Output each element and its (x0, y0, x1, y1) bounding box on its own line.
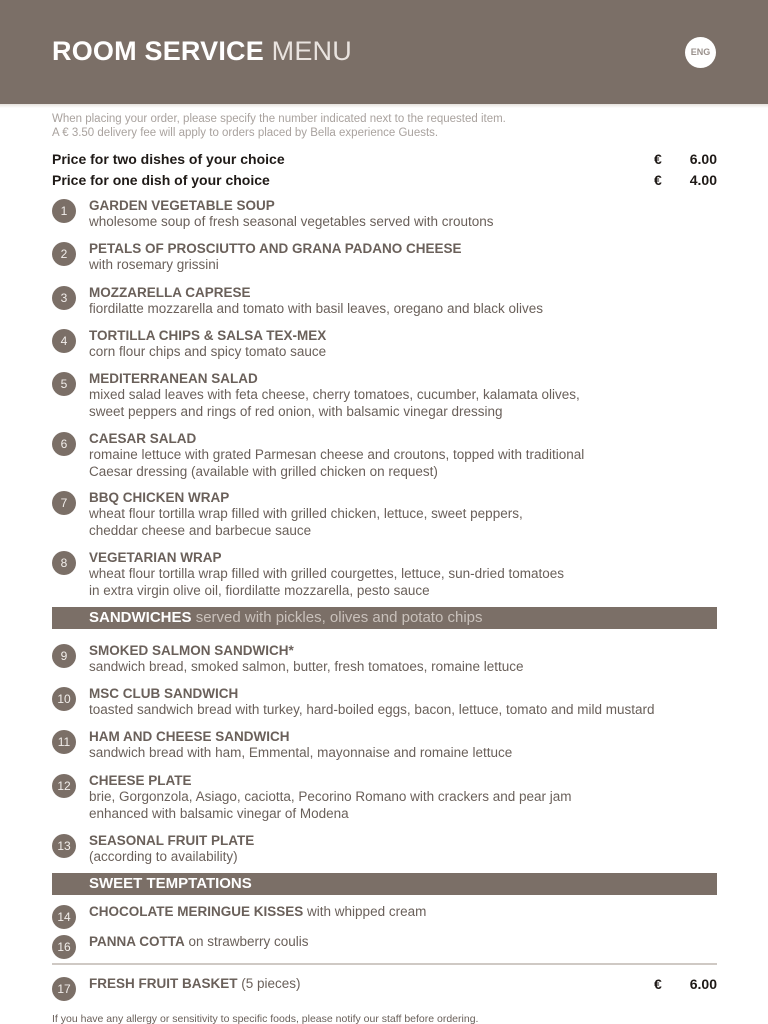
item-number-badge: 3 (52, 286, 76, 310)
header-shadow (0, 104, 768, 108)
price-amount: 6.00 (689, 976, 717, 992)
item-number-badge: 7 (52, 491, 76, 515)
divider (52, 963, 717, 965)
item-name: TORTILLA CHIPS & SALSA TEX-MEX (89, 328, 327, 343)
item-description: sandwich bread, smoked salmon, butter, fresh tomatoes, romaine lettuce (89, 659, 524, 674)
currency-symbol: € (654, 172, 662, 188)
item-description: wheat flour tortilla wrap filled with grilled chicken, lettuce, sweet peppers, cheddar cheese and barbecue sauce (89, 506, 523, 538)
price-label: Price for one dish of your choice (52, 172, 270, 188)
price-row-two-dishes (52, 151, 717, 171)
item-name: MOZZARELLA CAPRESE (89, 285, 251, 300)
header (0, 0, 768, 104)
item-description: romaine lettuce with grated Parmesan cheese and croutons, topped with traditional Caesar dressing (available with grilled chicken on request) (89, 447, 585, 479)
item-number-badge: 14 (52, 905, 76, 929)
section-title: SANDWICHES (89, 609, 192, 626)
item-number-badge: 13 (52, 834, 76, 858)
item-description: fiordilatte mozzarella and tomato with basil leaves, oregano and black olives (89, 301, 543, 316)
item-description: (according to availability) (89, 849, 238, 864)
item-number-badge: 12 (52, 774, 76, 798)
item-number-badge: 16 (52, 935, 76, 959)
currency-symbol: € (654, 151, 662, 167)
item-description: sandwich bread with ham, Emmental, mayonnaise and romaine lettuce (89, 745, 513, 760)
intro-text (52, 112, 506, 140)
page-title (52, 36, 352, 67)
item-name: FRESH FRUIT BASKET (5 pieces) (89, 976, 301, 991)
item-name: PANNA COTTA on strawberry coulis (89, 934, 309, 949)
item-description: brie, Gorgonzola, Asiago, caciotta, Pecorino Romano with crackers and pear jam enhanced with balsamic vinegar of Modena (89, 789, 572, 821)
price-label: Price for two dishes of your choice (52, 151, 285, 167)
item-name: SMOKED SALMON SANDWICH* (89, 643, 294, 658)
intro-line-2: A € 3.50 delivery fee will apply to orders placed by Bella experience Guests. (52, 127, 439, 139)
price-row-one-dish (52, 172, 717, 192)
price-amount: 6.00 (689, 151, 717, 167)
section-header-sweet-temptations (52, 873, 717, 895)
item-number-badge: 8 (52, 551, 76, 575)
item-number-badge: 1 (52, 199, 76, 223)
item-name: SEASONAL FRUIT PLATE (89, 833, 255, 848)
currency-symbol: € (654, 976, 662, 992)
item-name: CAESAR SALAD (89, 431, 197, 446)
item-number-badge: 6 (52, 432, 76, 456)
title-light: MENU (271, 36, 352, 66)
item-name: VEGETARIAN WRAP (89, 550, 222, 565)
item-name: CHOCOLATE MERINGUE KISSES with whipped cream (89, 904, 427, 919)
item-description: mixed salad leaves with feta cheese, cherry tomatoes, cucumber, kalamata olives, sweet peppers and rings of red onion, with balsamic vinegar dressing (89, 387, 580, 419)
item-description: with rosemary grissini (89, 257, 219, 272)
item-description: toasted sandwich bread with turkey, hard-boiled eggs, bacon, lettuce, tomato and mild mustard (89, 702, 655, 717)
section-header-sandwiches (52, 607, 717, 629)
item-description: wheat flour tortilla wrap filled with grilled courgettes, lettuce, sun-dried tomatoes in extra virgin olive oil, fiordilatte mozzarella, pesto sauce (89, 566, 564, 598)
intro-line-1: When placing your order, please specify the number indicated next to the requested item. (52, 113, 506, 125)
item-name: CHEESE PLATE (89, 773, 192, 788)
item-description: wholesome soup of fresh seasonal vegetables served with croutons (89, 214, 494, 229)
title-bold: ROOM SERVICE (52, 36, 264, 66)
item-number-badge: 11 (52, 730, 76, 754)
item-number-badge: 5 (52, 372, 76, 396)
language-badge[interactable]: ENG (685, 37, 716, 68)
item-number-badge: 2 (52, 242, 76, 266)
item-name: GARDEN VEGETABLE SOUP (89, 198, 275, 213)
allergy-note: If you have any allergy or sensitivity to specific foods, please notify our staff before ordering. (52, 1013, 479, 1024)
section-subtitle: served with pickles, olives and potato chips (195, 609, 483, 626)
item-number-badge: 10 (52, 687, 76, 711)
item-description: corn flour chips and spicy tomato sauce (89, 344, 327, 359)
item-number-badge: 4 (52, 329, 76, 353)
item-name: HAM AND CHEESE SANDWICH (89, 729, 290, 744)
item-name: PETALS OF PROSCIUTTO AND GRANA PADANO CHEESE (89, 241, 462, 256)
price-amount: 4.00 (689, 172, 717, 188)
item-number-badge: 17 (52, 977, 76, 1001)
item-name: BBQ CHICKEN WRAP (89, 490, 230, 505)
section-title: SWEET TEMPTATIONS (89, 875, 252, 892)
item-name: MSC CLUB SANDWICH (89, 686, 239, 701)
item-name: MEDITERRANEAN SALAD (89, 371, 258, 386)
item-number-badge: 9 (52, 644, 76, 668)
